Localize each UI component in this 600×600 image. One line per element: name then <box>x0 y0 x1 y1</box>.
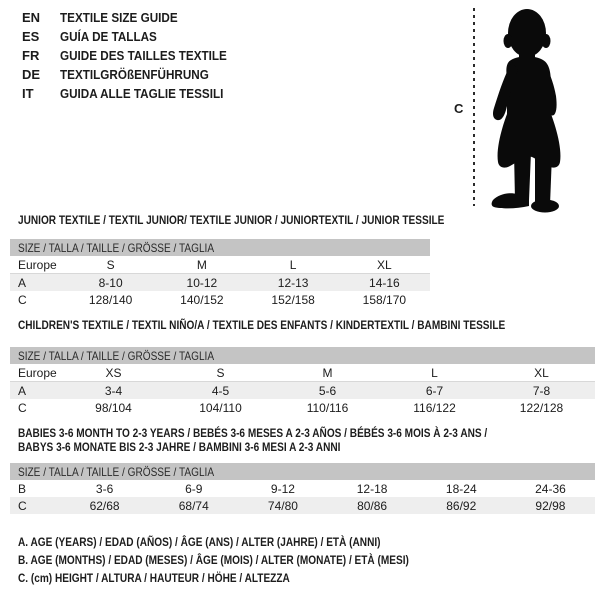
table-cell: M <box>322 365 333 380</box>
table-cell: 110/116 <box>306 400 349 415</box>
table-cell: 24-36 <box>535 481 566 496</box>
row-label: C <box>18 498 27 513</box>
junior-table-title <box>18 213 526 227</box>
babies-size-table <box>10 463 595 514</box>
size-header-text: SIZE / TALLA / TAILLE / GRÖSSE / TAGLIA <box>18 240 215 255</box>
table-cell: XL <box>534 365 549 380</box>
row-label: C <box>18 292 27 307</box>
footnote-c <box>18 569 483 587</box>
table-row <box>10 364 595 382</box>
table-cell: 14-16 <box>369 275 400 290</box>
language-row-fr <box>22 46 245 65</box>
babies-table-title-line2: BABYS 3-6 MONATE BIS 2-3 JAHRE / BAMBINI 3-6 MESI A 2-3 ANNI <box>18 440 341 454</box>
table-cell: 98/104 <box>95 400 132 415</box>
size-header-bar <box>10 463 595 480</box>
table-cell: 128/140 <box>88 292 133 307</box>
table-cell: 122/128 <box>519 400 564 415</box>
table-cell: 152/158 <box>271 292 315 307</box>
size-header-bar <box>10 347 595 364</box>
language-row-de <box>22 65 245 84</box>
children-table-title-text: CHILDREN'S TEXTILE / TEXTIL NIÑO/A / TEXTILE DES ENFANTS / KINDERTEXTIL / BAMBINI TESSILE <box>18 318 506 332</box>
language-title: GUIDE DES TAILLES TEXTILE <box>60 48 227 63</box>
children-table-title <box>18 318 598 332</box>
language-code: IT <box>22 86 34 101</box>
footnote-b-text: B. AGE (MONTHS) / EDAD (MESES) / ÂGE (MOIS) / ALTER (MONATE) / ETÀ (MESI) <box>18 553 409 567</box>
table-cell: 4-5 <box>211 383 230 398</box>
table-cell: 80/86 <box>357 498 388 513</box>
table-row <box>10 256 430 274</box>
table-cell: 62/68 <box>89 498 120 513</box>
table-cell: M <box>196 257 207 272</box>
table-cell: 158/170 <box>362 292 407 307</box>
footnote-b <box>18 551 483 569</box>
table-cell: S <box>216 365 225 380</box>
table-row <box>10 399 595 416</box>
junior-table-title-text: JUNIOR TEXTILE / TEXTIL JUNIOR/ TEXTILE JUNIOR / JUNIORTEXTIL / JUNIOR TESSILE <box>18 213 445 227</box>
babies-table-title <box>18 426 577 454</box>
footnote-a-text: A. AGE (YEARS) / EDAD (AÑOS) / ÂGE (ANS) / ALTER (JAHRE) / ETÀ (ANNI) <box>18 535 381 549</box>
table-cell: 8-10 <box>98 275 123 290</box>
language-row-es <box>22 27 245 46</box>
table-cell: 86/92 <box>446 498 477 513</box>
table-cell: 3-4 <box>104 383 123 398</box>
row-label: B <box>18 481 27 496</box>
table-cell: 3-6 <box>95 481 114 496</box>
language-title: GUÍA DE TALLAS <box>60 29 157 44</box>
table-cell: L <box>431 365 438 380</box>
language-code: EN <box>22 10 41 25</box>
size-header-text: SIZE / TALLA / TAILLE / GRÖSSE / TAGLIA <box>18 464 215 479</box>
table-cell: XL <box>377 257 392 272</box>
table-cell: 6-9 <box>185 481 203 496</box>
table-row <box>10 497 595 514</box>
table-cell: XS <box>105 365 122 380</box>
toddler-silhouette-image <box>479 2 599 214</box>
table-row <box>10 274 430 291</box>
row-label: Europe <box>18 365 57 380</box>
table-cell: 116/122 <box>413 400 456 415</box>
height-measure-label: C <box>454 101 464 116</box>
row-label: C <box>18 400 27 415</box>
table-row <box>10 480 595 497</box>
table-cell: 5-6 <box>318 383 337 398</box>
table-cell: 68/74 <box>178 498 209 513</box>
babies-table-title-line1: BABIES 3-6 MONTH TO 2-3 YEARS / BEBÉS 3-6 MESES A 2-3 AÑOS / BÉBÉS 3-6 MOIS À 2-3 ANS / <box>18 426 488 440</box>
language-row-en <box>22 8 245 27</box>
language-title-list <box>22 8 245 103</box>
size-header-bar <box>10 239 430 256</box>
table-cell: 12-13 <box>277 275 309 290</box>
row-label: A <box>18 383 27 398</box>
table-cell: 74/80 <box>267 498 298 513</box>
table-row <box>10 291 430 308</box>
row-label: Europe <box>18 257 57 272</box>
language-code: ES <box>22 29 40 44</box>
table-cell: 12-18 <box>356 481 388 496</box>
table-row <box>10 382 595 399</box>
footnote-a <box>18 533 483 551</box>
footnotes <box>18 533 483 587</box>
table-cell: 92/98 <box>535 498 566 513</box>
language-title: TEXTILE SIZE GUIDE <box>60 10 178 25</box>
size-header-text: SIZE / TALLA / TAILLE / GRÖSSE / TAGLIA <box>18 348 215 363</box>
height-measure-dotted-line <box>473 8 475 206</box>
table-cell: 7-8 <box>532 383 551 398</box>
language-code: DE <box>22 67 41 82</box>
language-title: TEXTILGRÖßENFÜHRUNG <box>60 67 209 82</box>
language-code: FR <box>22 48 40 63</box>
language-title: GUIDA ALLE TAGLIE TESSILI <box>60 86 224 101</box>
junior-size-table <box>10 239 430 308</box>
table-cell: 9-12 <box>270 481 295 496</box>
footnote-c-text: C. (cm) HEIGHT / ALTURA / HAUTEUR / HÖHE / ALTEZZA <box>18 571 290 585</box>
table-cell: 18-24 <box>445 481 477 496</box>
language-row-it <box>22 84 245 103</box>
table-cell: 6-7 <box>425 383 444 398</box>
children-size-table <box>10 347 595 416</box>
table-cell: 10-12 <box>186 275 218 290</box>
table-cell: S <box>106 257 115 272</box>
table-cell: 104/110 <box>199 400 242 415</box>
table-cell: 140/152 <box>180 292 224 307</box>
row-label: A <box>18 275 27 290</box>
table-cell: L <box>289 257 297 272</box>
